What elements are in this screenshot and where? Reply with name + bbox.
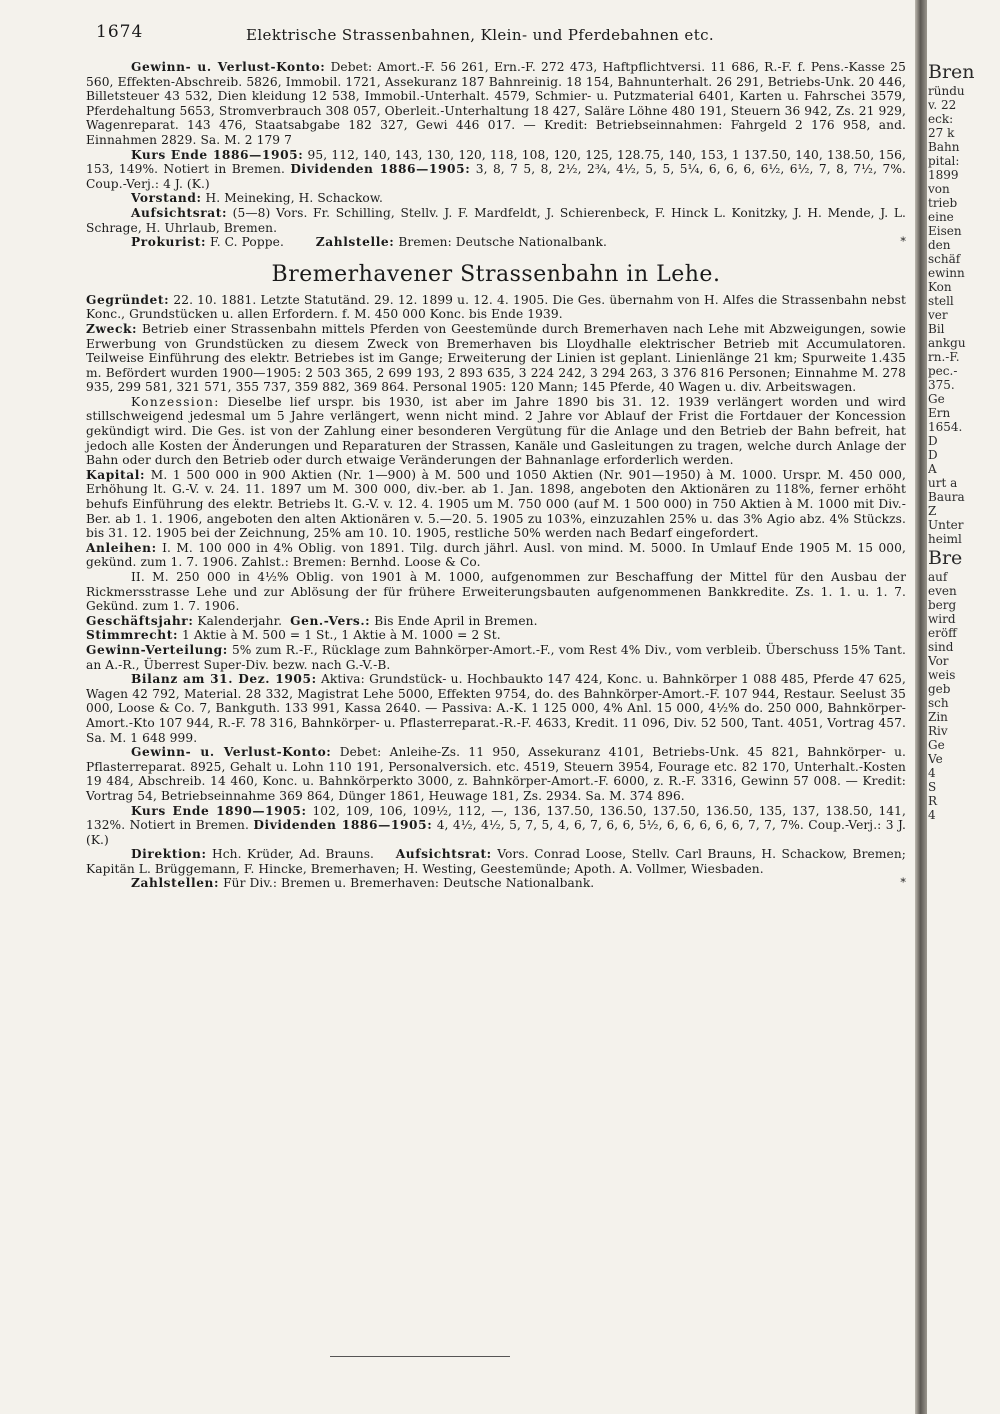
page-number: 1674	[96, 22, 144, 42]
adjacent-fragment: Bahn	[928, 140, 960, 154]
adjacent-fragment: schäf	[928, 252, 961, 266]
adjacent-fragment: Baura	[928, 490, 965, 504]
adjacent-fragment: eine	[928, 210, 954, 224]
adjacent-fragment: even	[928, 584, 957, 598]
adjacent-fragment: 1654.	[928, 420, 963, 434]
gewinn-verlust-paragraph: Gewinn- u. Verlust-Konto: Debet: Anleihe-Zs. 11 950, Assekuranz 4101, Betriebs-Unk. 45 821, Bahnkörper- u. Pflasterreparat. 8925, Gehalt u. Lohn 110 191, Personalversich. etc. 4519, Steuern 3954, Fourage etc. 82 170, Unterhalt.-Kosten 19 484, Abschreib. 14 460, Konc. u. Bahnkörperkto 3000, z. Bahnkörper-Amort.-F. 6000, z. R.-F. 3316, Gewinn 57 008. — Kredit: Vortrag 54, Betriebseinnahme 369 864, Dünger 1861, Heuwage 181, Zs. 2934. Sa. M. 374 896.	[86, 745, 906, 803]
adjacent-fragment: pital:	[928, 154, 960, 168]
stimmrecht-paragraph: Stimmrecht: 1 Aktie à M. 500 = 1 St., 1 Aktie à M. 1000 = 2 St.	[86, 628, 501, 643]
adjacent-fragment: stell	[928, 294, 954, 308]
adjacent-fragment: urt a	[928, 476, 958, 490]
anleihen-paragraph: Anleihen: I. M. 100 000 in 4% Oblig. von 1891. Tilg. durch jährl. Ausl. von mind. M. 5000. In Umlauf Ende 1905 M. 15 000, gekünd. zum 1. 7. 1906. Zahlst.: Bremen: Bernhd. Loose & Co.	[86, 540, 906, 570]
adjacent-fragment: ankgu	[928, 336, 966, 350]
adjacent-fragment: R	[928, 794, 938, 808]
kurs-dividenden-paragraph: Kurs Ende 1890—1905: 102, 109, 106, 109½, 112, —, 136, 137.50, 136.50, 137.50, 136.50, 135, 137, 138.50, 141, 132%. Notiert in Bremen. Dividenden 1886—1905: 4, 4½, 4½, 5, 7, 5, 4, 6, 7, 6, 6, 5½, 6, 6, 6, 6, 6, 7, 7, 7%. Coup.-Verj.: 3 J. (K.)	[86, 803, 906, 847]
adjacent-fragment: Unter	[928, 518, 964, 532]
adjacent-fragment: Ern	[928, 406, 951, 420]
adjacent-fragment: ründu	[928, 84, 965, 98]
company-entry	[86, 293, 906, 891]
gewinn-verteilung-paragraph: Gewinn-Verteilung: 5% zum R.-F., Rücklage zum Bahnkörper-Amort.-F., vom Rest 4% Div., vom verbleib. Überschuss 15% Tant. an A.-R., Überrest Super-Div. bezw. nach G.-V.-B.	[86, 642, 906, 672]
konzession-paragraph: Konzession: Dieselbe lief urspr. bis 1930, ist aber im Jahre 1890 bis 31. 12. 1939 verlängert worden und wird stillschweigend jedesmal um 5 Jahre verlängert, wenn nicht mind. 2 Jahre vor Ablauf der Frist die Fortdauer der Koncession gekündigt wird. Die Ges. ist von der Zahlung einer besonderen Vergütung für die Anlage und den Betrieb der Bahn befreit, hat jedoch alle Kosten der Änderungen und Reparaturen der Strassen, Kanäle und Gasleitungen zu tragen, welche durch Anlage der Bahn oder durch den Betrieb oder durch etwaige Veränderungen der Bahnanlage erforderlich werden.	[86, 394, 906, 468]
adjacent-fragment: wird	[928, 612, 956, 626]
adjacent-fragment: sch	[928, 696, 949, 710]
adjacent-fragment: 4	[928, 766, 936, 780]
zweck-paragraph: Zweck: Betrieb einer Strassenbahn mittels Pferden von Geestemünde durch Bremerhaven nach Lehe mit Abzweigungen, sowie Erwerbung von Grundstücken zu diesem Zweck von Bremerhaven bis Lloydhalle elektrischer Betrieb mit Accumulatoren. Teilweise Einführung des elektr. Betriebes ist im Gange; Erweiterung der Linien ist geplant. Linienlänge 21 km; Spurweite 1.435 m. Befördert wurden 1900—1905: 2 503 365, 2 699 193, 2 893 635, 3 224 242, 3 294 263, 3 376 816 Personen; Einnahme M. 278 935, 299 581, 321 571, 355 737, 359 882, 369 864. Personal 1905: 120 Mann; 145 Pferde, 40 Wagen u. div. Arbeitswagen.	[86, 321, 906, 395]
adjacent-fragment: pec.-	[928, 364, 958, 378]
page-header	[86, 20, 906, 60]
page-fold-shadow	[915, 0, 927, 1414]
adjacent-fragment: Bren	[928, 61, 975, 83]
prev-kurs-paragraph: Kurs Ende 1886—1905: 95, 112, 140, 143, 130, 120, 118, 108, 120, 125, 128.75, 140, 153, 1 137.50, 140, 138.50, 156, 153, 149%. Notiert in Bremen. Dividenden 1886—1905: 3, 8, 7 5, 8, 2½, 2¾, 4½, 5, 5, 5¼, 6, 6, 6, 6½, 6½, 7, 8, 7½, 7%. Coup.-Verj.: 4 J. (K.)	[86, 147, 906, 191]
adjacent-fragment: Bil	[928, 322, 945, 336]
geschaeftsjahr-paragraph: Geschäftsjahr: Kalenderjahr. Gen.-Vers.: Bis Ende April in Bremen.	[86, 613, 538, 628]
adjacent-fragment: den	[928, 238, 951, 252]
zahlstellen-paragraph: Zahlstellen: Für Div.: Bremen u. Bremerhaven: Deutsche Nationalbank. *	[131, 876, 906, 891]
previous-entry	[86, 60, 906, 250]
gegruendet-paragraph: Gegründet: 22. 10. 1881. Letzte Statutänd. 29. 12. 1899 u. 12. 4. 1905. Die Ges. übernahm von H. Alfes die Strassenbahn nebst Konc., Grundstücken u. allen Erfordern. f. M. 450 000 Konc. bis Ende 1939.	[86, 292, 906, 322]
adjacent-page-column	[928, 60, 1000, 1400]
adjacent-fragment: Bre	[928, 547, 963, 569]
direktion-paragraph: Direktion: Hch. Krüder, Ad. Brauns. Aufsichtsrat: Vors. Conrad Loose, Stellv. Carl Brauns, H. Schackow, Bremen; Kapitän L. Brüggemann, F. Hincke, Bremerhaven; H. Westing, Geestemünde; Apoth. A. Vollmer, Wiesbaden.	[86, 847, 906, 876]
adjacent-fragment: eck:	[928, 112, 954, 126]
adjacent-fragment: auf	[928, 570, 948, 584]
adjacent-fragment: v. 22	[928, 98, 957, 112]
adjacent-fragment: berg	[928, 598, 957, 612]
adjacent-fragment: Ge	[928, 392, 945, 406]
prev-aufsichtsrat-paragraph: Aufsichtsrat: (5—8) Vors. Fr. Schilling, Stellv. J. F. Mardfeldt, J. Schierenbeck, F. Hinck L. Konitzky, J. H. Mende, J. L. Schrage, H. Uhrlaub, Bremen.	[86, 205, 906, 235]
adjacent-fragment: 27 k	[928, 126, 955, 140]
adjacent-fragment: 375.	[928, 378, 955, 392]
prev-prokurist-paragraph: Prokurist: F. C. Poppe. Zahlstelle: Bremen: Deutsche Nationalbank. *	[131, 235, 906, 250]
adjacent-fragment: trieb	[928, 196, 958, 210]
adjacent-fragment: Riv	[928, 724, 948, 738]
adjacent-fragment: heiml	[928, 532, 962, 546]
anleihen-ii-paragraph: II. M. 250 000 in 4½% Oblig. von 1901 à M. 1000, aufgenommen zur Beschaffung der Mittel für den Ausbau der Rickmersstrasse Lehe und zur Ablösung der für frühere Erweiterungsbauten aufgenommenen Bankkredite. Zs. 1. 1. u. 1. 7. Gekünd. zum 1. 7. 1906.	[86, 570, 906, 614]
adjacent-fragment: Ge	[928, 738, 945, 752]
adjacent-fragment: ver	[928, 308, 948, 322]
adjacent-fragment: sind	[928, 640, 954, 654]
adjacent-fragment: Z	[928, 504, 937, 518]
entry-end-asterisk: *	[900, 876, 906, 890]
adjacent-fragment: A	[928, 462, 937, 476]
adjacent-fragment: eröff	[928, 626, 957, 640]
running-title: Elektrische Strassenbahnen, Klein- und Pferdebahnen etc.	[246, 26, 715, 44]
adjacent-fragment: ewinn	[928, 266, 965, 280]
adjacent-fragment: 4	[928, 808, 936, 822]
adjacent-fragment: von	[928, 182, 950, 196]
entry-end-asterisk: *	[900, 235, 906, 249]
adjacent-fragment: D	[928, 448, 938, 462]
bilanz-paragraph: Bilanz am 31. Dez. 1905: Aktiva: Grundstück- u. Hochbaukto 147 424, Konc. u. Bahnkörper 1 088 485, Pferde 47 625, Wagen 42 792, Material. 28 332, Magistrat Lehe 5000, Effekten 9754, do. des Bahnkörper-Amort.-F. 107 944, Restaur. Seelust 35 000, Loose & Co. 7, Bankguth. 133 991, Kassa 2640. — Passiva: A.-K. 1 125 000, 4% Anl. 15 000, 4½% do. 250 000, Bahnkörper-Amort.-Kto 107 944, R.-F. 78 316, Bahnkörper- u. Pflasterreparat.-R.-F. 4633, Kredit. 11 096, Div. 52 500, Tant. 4051, Vortrag 457. Sa. M. 1 648 999.	[86, 672, 906, 745]
adjacent-fragment: D	[928, 434, 938, 448]
adjacent-fragment: Kon	[928, 280, 952, 294]
entry-title: Bremerhavener Strassenbahn in Lehe.	[271, 261, 721, 287]
section-separator-rule	[330, 1356, 510, 1357]
adjacent-fragment: Zin	[928, 710, 948, 724]
adjacent-fragment: S	[928, 780, 937, 794]
adjacent-fragment: Vor	[928, 654, 949, 668]
main-column	[86, 20, 906, 891]
adjacent-fragment: Ve	[928, 752, 943, 766]
adjacent-fragment: rn.-F.	[928, 350, 960, 364]
adjacent-fragment: geb	[928, 682, 951, 696]
adjacent-fragment: 1899	[928, 168, 959, 182]
adjacent-fragment: Eisen	[928, 224, 962, 238]
adjacent-fragment: weis	[928, 668, 956, 682]
kapital-paragraph: Kapital: M. 1 500 000 in 900 Aktien (Nr. 1—900) à M. 500 und 1050 Aktien (Nr. 901—1950) à M. 1000. Urspr. M. 450 000, Erhöhung lt. G.-V. v. 24. 11. 1897 um M. 300 000, div.-ber. ab 1. Jan. 1898, angeboten den Aktionären zu 118%, ferner erhöht behufs Einführung des elektr. Betriebs lt. G.-V. v. 12. 4. 1905 um M. 750 000 (auf M. 1 500 000) in 750 Aktien à M. 1000 mit Div.-Ber. ab 1. 1. 1906, angeboten den alten Aktionären v. 5.—20. 5. 1905 zu 103%, einzuzahlen 25% u. das 3% Agio abz. 4% Stückzs. bis 31. 12. 1905 bei der Zeichnung, 25% am 10. 10. 1905, restliche 50% werden nach Bedarf eingefordert.	[86, 467, 906, 541]
prev-vorstand-paragraph: Vorstand: H. Meineking, H. Schackow.	[131, 191, 383, 206]
prev-gewinn-paragraph: Gewinn- u. Verlust-Konto: Debet: Amort.-F. 56 261, Ern.-F. 272 473, Haftpflichtversi. 11 686, R.-F. f. Pens.-Kasse 25 560, Effekten-Abschreib. 5826, Immobil. 1721, Assekuranz 187 Bahnreinig. 18 154, Bahnunterhalt. 26 291, Betriebs-Unk. 20 446, Billetsteuer 43 532, Dien kleidung 12 538, Immobil.-Unterhalt. 4579, Schmier- u. Putzmaterial 6401, Karten u. Fahrschei 3579, Pferdehaltung 5653, Stromverbrauch 308 057, Oberleit.-Unterhaltung 18 427, Saläre Löhne 480 191, Steuern 36 942, Zs. 21 929, Wagenreparat. 143 476, Staatsabgabe 182 327, Gewi 446 017. — Kredit: Betriebseinnahmen: Fahrgeld 2 176 958, and. Einnahmen 2829. Sa. M. 2 179 7	[86, 60, 907, 147]
